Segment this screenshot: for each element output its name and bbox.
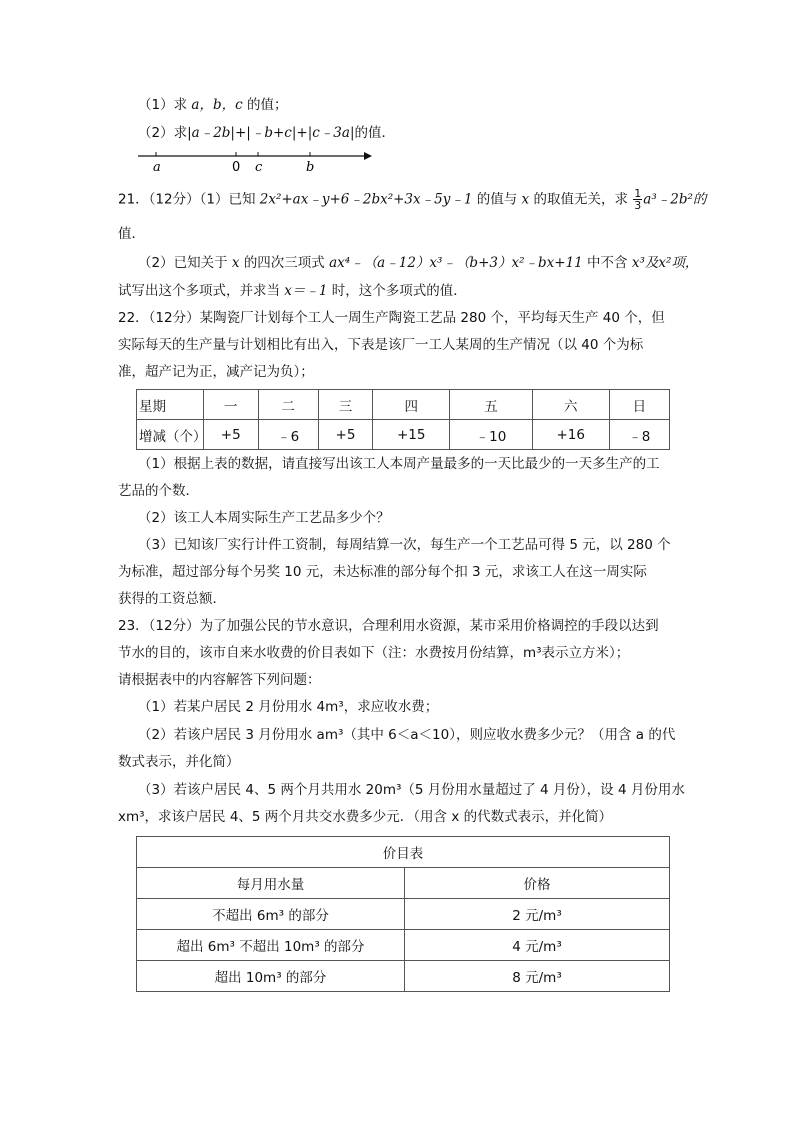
q22-sub3-line1: （3）已知该厂实行计件工资制，每周结算一次，每生产一个工艺品可得 5 元，以 280 个: [138, 537, 671, 553]
q23-line1: 23．（12分）为了加强公民的节水意识，合理利用水资源，某市采用价格调控的手段以达到: [118, 618, 659, 634]
q21-p2line2: 试写出这个多项式，并求当: [118, 283, 280, 299]
q21-p2d: x³及x²项，: [631, 255, 699, 271]
table-header-row: [137, 390, 670, 420]
q21-tail: a³﹣2b²的: [643, 191, 707, 208]
q21-p2a: （2）已知关于: [138, 255, 228, 271]
q22-sub1-line1: （1）根据上表的数据，请直接写出该工人本周产量最多的一天比最少的一天多生产的工: [138, 456, 660, 472]
label-a: a: [153, 160, 161, 175]
table-cell: 不超出 6m³ 的部分: [137, 899, 405, 930]
table-row: [137, 930, 670, 961]
price-table-header-row: [137, 868, 670, 899]
q21-mid: 的值与: [476, 191, 518, 208]
q20-part2: [138, 123, 395, 143]
price-table: [136, 836, 670, 992]
q22-sub1-line2: 艺品的个数．: [118, 483, 199, 499]
table-cell: +5: [204, 420, 259, 450]
price-table-title: 价目表: [137, 837, 670, 868]
table-cell: ﹣10: [450, 420, 533, 450]
q23-line3: 请根据表中的内容解答下列问题：: [118, 672, 321, 688]
table-cell: 六: [532, 390, 609, 420]
table-cell: 超出 10m³ 的部分: [137, 961, 405, 992]
q21-p2c: 中不含: [587, 255, 628, 271]
table-cell: 增减（个）: [137, 420, 204, 450]
price-table-title-row: [137, 837, 670, 868]
label-c: c: [255, 160, 263, 175]
table-cell: 五: [450, 390, 533, 420]
q20-part2-expr: a﹣2b|+|﹣b+c|+|c﹣3a|: [191, 125, 355, 141]
table-cell: +16: [532, 420, 609, 450]
table-row: [137, 899, 670, 930]
q23-sub1: （1）若某户居民 2 月份用水 4m³，求应收水费；: [138, 699, 439, 715]
table-cell: 超出 6m³ 不超出 10m³ 的部分: [137, 930, 405, 961]
q21-line1: [118, 188, 706, 211]
q22-sub2: （2）该工人本周实际生产工艺品多少个？: [138, 510, 390, 526]
q21-p2b: 的四次三项式: [243, 255, 325, 271]
q22-sub3-line3: 获得的工资总额．: [118, 591, 226, 607]
q20-part2-pre: （2）求|: [138, 125, 192, 141]
q21-mid2: 的取值无关，求: [533, 191, 628, 208]
table-cell: +15: [373, 420, 450, 450]
table-cell: 三: [318, 390, 373, 420]
table-cell: 二: [258, 390, 318, 420]
q20-part1-text: （1）求: [138, 97, 188, 113]
q21-line2: 值．: [118, 226, 145, 242]
q23-sub3-line2: xm³，求该户居民 4、5 两个月共交水费多少元．（用含 x 的代数式表示，并化简）: [118, 809, 613, 825]
q20-part1: [138, 95, 287, 115]
q22-sub3-line2: 为标准，超过部分每个另奖 10 元，未达标准的部分每个扣 3 元，求该工人在这一周实际: [118, 564, 647, 580]
table-cell: 四: [373, 390, 450, 420]
price-table-col-price: 价格: [405, 868, 670, 899]
label-b: b: [306, 160, 315, 175]
table-cell: 2 元/m³: [405, 899, 670, 930]
q21-p2end: 时，这个多项式的值．: [331, 283, 467, 299]
q21-expr1: 2x²+ax﹣y+6﹣2bx²+3x﹣5y﹣1: [259, 191, 473, 208]
price-table-col-usage: 每月用水量: [137, 868, 405, 899]
table-cell: 星期: [137, 390, 204, 420]
q21-var-x: x: [521, 191, 530, 208]
q21-p2-var-x: x: [231, 255, 240, 271]
q22-line2: 实际每天的生产量与计划相比有出入，下表是该厂一工人某周的生产情况（以 40 个为标: [118, 337, 644, 353]
q23-line2: 节水的目的，该市自来水收费的价目表如下（注：水费按月份结算，m³表示立方米）；: [118, 645, 630, 661]
number-line: [136, 146, 376, 176]
table-cell: ﹣6: [258, 420, 318, 450]
table-cell: 8 元/m³: [405, 961, 670, 992]
q20-part2-end: 的值．: [354, 125, 395, 141]
q20-part1-vars: a，b，c: [191, 97, 243, 113]
q21-part2-line1: [138, 253, 698, 273]
table-cell: 4 元/m³: [405, 930, 670, 961]
q21-fraction: [633, 188, 642, 211]
label-zero: 0: [232, 160, 241, 175]
table-cell: 日: [609, 390, 669, 420]
production-table: [136, 389, 670, 450]
table-row: [137, 961, 670, 992]
table-cell: +5: [318, 420, 373, 450]
fraction-denominator: 3: [634, 199, 642, 212]
q22-line1: 22．（12分）某陶瓷厂计划每个工人一周生产陶瓷工艺品 280 个，平均每天生产 40 个，但: [118, 310, 665, 326]
q23-sub2-line2: 数式表示，并化简）: [118, 754, 240, 770]
q22-line3: 准，超产记为正，减产记为负）；: [118, 364, 314, 380]
q23-sub2-line1: （2）若该户居民 3 月份用水 am³（其中 6＜a＜10），则应收水费多少元？（用含 a 的代: [138, 727, 676, 743]
q23-sub3-line1: （3）若该户居民 4、5 两个月共用水 20m³（5 月份用水量超过了 4 月份），设 4 月份用水: [138, 782, 685, 798]
q21-head: 21．（12分）（1）已知: [118, 191, 256, 208]
q21-part2-line2: [118, 281, 467, 301]
table-row: [137, 420, 670, 450]
q21-p2eq: x＝﹣1: [284, 283, 328, 299]
fraction-numerator: 1: [634, 187, 642, 200]
q21-p2expr: ax⁴﹣（a﹣12）x³﹣（b+3）x²﹣bx+11: [329, 255, 583, 271]
table-cell: 一: [204, 390, 259, 420]
number-line-arrow: [364, 152, 372, 160]
q20-part1-end: 的值；: [246, 97, 288, 113]
table-cell: ﹣8: [609, 420, 669, 450]
